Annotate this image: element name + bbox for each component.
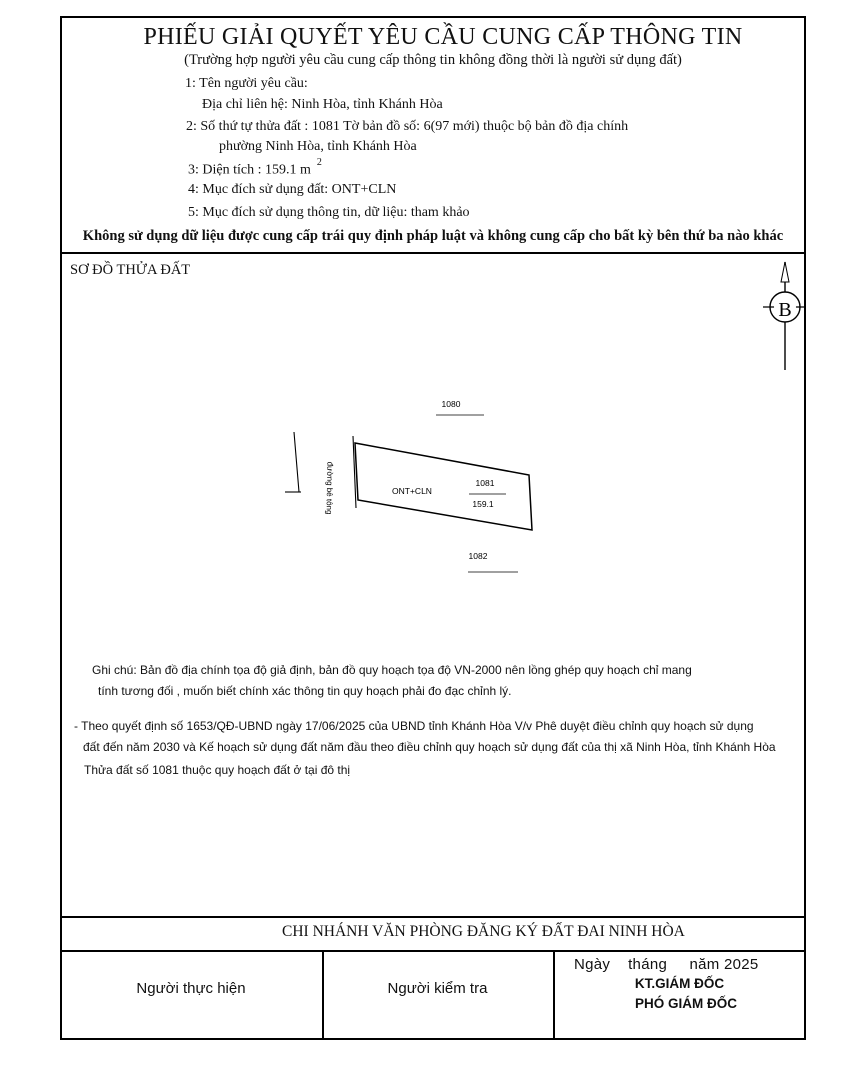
signing-date: Ngày tháng năm 2025 <box>574 956 759 973</box>
map-section-title: SƠ ĐỒ THỬA ĐẤT <box>70 262 191 278</box>
document-title: PHIẾU GIẢI QUYẾT YÊU CẦU CUNG CẤP THÔNG TIN <box>143 24 743 50</box>
note-line-2: tính tương đối , muốn biết chính xác thông tin quy hoạch phải đo đạc chỉnh lý. <box>98 684 512 698</box>
parcel-outline <box>355 443 532 530</box>
office-name: CHI NHÁNH VĂN PHÒNG ĐĂNG KÝ ĐẤT ĐAI NINH HÒA <box>282 923 685 940</box>
deputy-director-title: PHÓ GIÁM ĐỐC <box>634 996 737 1011</box>
parcel-north-number: 1080 <box>441 399 461 409</box>
north-label: B <box>778 299 792 321</box>
requester-name-label: 1: Tên người yêu cầu: <box>185 76 308 91</box>
usage-warning: Không sử dụng dữ liệu được cung cấp trái quy định pháp luật và không cung cấp cho bất kỳ bên thứ ba nào khác <box>82 228 784 244</box>
parcel-map <box>60 254 806 654</box>
parcel-location: phường Ninh Hòa, tỉnh Khánh Hòa <box>219 139 417 154</box>
performer-label: Người thực hiện <box>136 980 246 997</box>
info-use-purpose: 5: Mục đích sử dụng thông tin, dữ liệu: tham khảo <box>188 205 470 220</box>
divider <box>60 950 806 952</box>
director-title: KT.GIÁM ĐỐC <box>634 976 725 991</box>
checker-label: Người kiểm tra <box>387 980 488 997</box>
contact-address: Địa chỉ liên hệ: Ninh Hòa, tỉnh Khánh Hòa <box>202 97 443 112</box>
document-subtitle: (Trường hợp người yêu cầu cung cấp thông tin không đồng thời là người sử dụng đất) <box>184 52 682 68</box>
decision-line-2: đất đến năm 2030 và Kế hoạch sử dụng đất năm đầu theo điều chỉnh quy hoạch sử dụng đất của thị xã Ninh Hòa, tỉnh Khánh Hòa <box>83 740 776 754</box>
road-edge-left <box>294 432 299 492</box>
parcel-main-number: 1081 <box>475 478 495 488</box>
decision-line-1: - Theo quyết định số 1653/QĐ-UBND ngày 17/06/2025 của UBND tỉnh Khánh Hòa V/v Phê duyệt điều chỉnh quy hoạch sử dụng <box>74 719 754 733</box>
parcel-info: 2: Số thứ tự thửa đất : 1081 Tờ bản đồ số: 6(97 mới) thuộc bộ bản đồ địa chính <box>186 119 629 134</box>
planning-conclusion: Thửa đất số 1081 thuộc quy hoạch đất ở tại đô thị <box>84 763 351 777</box>
road-label: đường bê tông <box>324 461 335 515</box>
north-arrow-icon <box>763 262 806 370</box>
parcel-area-value: 159.1 <box>472 499 494 509</box>
note-line-1: Ghi chú: Bản đồ địa chính tọa độ giả định, bản đồ quy hoạch tọa độ VN-2000 nên lồng ghép quy hoạch chỉ mang <box>92 663 692 677</box>
land-use-purpose: 4: Mục đích sử dụng đất: ONT+CLN <box>188 182 397 197</box>
parcel-use-label: ONT+CLN <box>392 486 432 496</box>
parcel-south-number: 1082 <box>468 551 488 561</box>
divider <box>60 916 806 918</box>
parcel-area: 3: Diện tích : 159.1 $m^2$ <box>188 157 322 178</box>
